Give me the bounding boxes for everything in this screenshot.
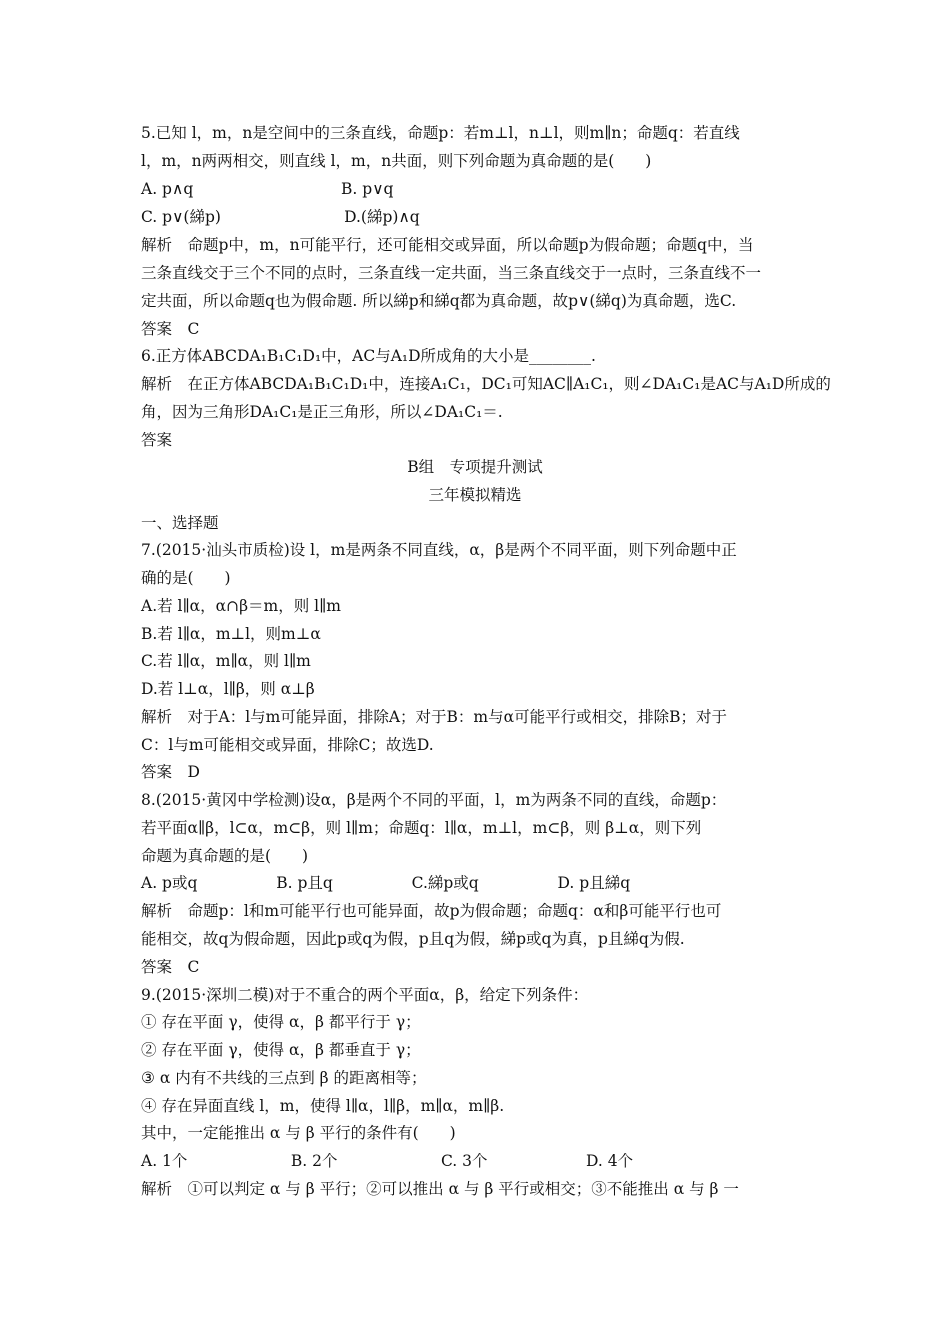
q8-answer: 答案 C xyxy=(141,958,200,976)
q5-analysis-line2: 三条直线交于三个不同的点时，三条直线一定共面，当三条直线交于一点时，三条直线不一 xyxy=(141,264,762,282)
q7-option-d: D.若 l⊥α，l∥β，则 α⊥β xyxy=(141,680,315,698)
q9-condition-2: ② 存在平面 γ，使得 α，β 都垂直于 γ； xyxy=(141,1041,421,1059)
q7-option-b: B.若 l∥α，m⊥l，则m⊥α xyxy=(141,625,321,643)
q7-option-a: A.若 l∥α，α∩β＝m，则 l∥m xyxy=(141,597,341,615)
q5-stem-line1: 5.已知 l，m，n是空间中的三条直线，命题p：若m⊥l，n⊥l，则m∥n；命题q：若直线 xyxy=(141,124,740,142)
q8-analysis-line1: 解析 命题p：l和m可能平行也可能异面，故p为假命题；命题q：α和β可能平行也可 xyxy=(141,902,722,920)
q5-analysis-line1: 解析 命题p中，m，n可能平行，还可能相交或异面，所以命题p为假命题；命题q中，当 xyxy=(141,236,754,254)
q8-analysis-line2: 能相交，故q为假命题，因此p或q为假，p且q为假，綈p或q为真，p且綈q为假. xyxy=(141,930,685,948)
q9-condition-3: ③ α 内有不共线的三点到 β 的距离相等； xyxy=(141,1069,427,1087)
q5-analysis-line3: 定共面，所以命题q也为假命题. 所以綈p和綈q都为真命题，故p∨(綈q)为真命题，选C. xyxy=(141,292,737,310)
part-heading: 一、选择题 xyxy=(141,514,219,532)
q6-stem: 6.正方体ABCDA₁B₁C₁D₁中，AC与A₁D所成角的大小是________. xyxy=(141,347,596,365)
section-heading: B组 专项提升测试 xyxy=(407,458,543,476)
q8-stem-line3: 命题为真命题的是( ) xyxy=(141,847,309,865)
section-subheading: 三年模拟精选 xyxy=(428,486,522,504)
q9-stem: 9.(2015·深圳二模)对于不重合的两个平面α，β，给定下列条件： xyxy=(141,986,589,1004)
q7-analysis-line1: 解析 对于A：l与m可能异面，排除A；对于B：m与α可能平行或相交，排除B；对于 xyxy=(141,708,727,726)
q8-options: A. p或q B. p且q C.綈p或q D. p且綈q xyxy=(141,874,631,892)
q7-analysis-line2: C：l与m可能相交或异面，排除C；故选D. xyxy=(141,736,434,754)
q9-condition-4: ④ 存在异面直线 l，m，使得 l∥α，l∥β，m∥α，m∥β. xyxy=(141,1097,505,1115)
q6-answer: 答案 xyxy=(141,431,173,449)
q9-question: 其中，一定能推出 α 与 β 平行的条件有( ) xyxy=(141,1124,456,1142)
q7-answer: 答案 D xyxy=(141,763,200,781)
q8-stem-line2: 若平面α∥β，l⊂α，m⊂β，则 l∥m；命题q：l∥α，m⊥l，m⊂β，则 β⊥α，则下列 xyxy=(141,819,702,837)
q5-options-ab: A. p∧q B. p∨q xyxy=(141,180,394,198)
q5-stem-line2: l，m，n两两相交，则直线 l，m，n共面，则下列命题为真命题的是( ) xyxy=(141,152,652,170)
q7-option-c: C.若 l∥α，m∥α，则 l∥m xyxy=(141,652,311,670)
q9-condition-1: ① 存在平面 γ，使得 α，β 都平行于 γ； xyxy=(141,1013,421,1031)
q7-stem-line1: 7.(2015·汕头市质检)设 l，m是两条不同直线，α，β是两个不同平面，则下列命题中正 xyxy=(141,541,737,559)
q8-stem-line1: 8.(2015·黄冈中学检测)设α，β是两个不同的平面，l，m为两条不同的直线，命题p： xyxy=(141,791,727,809)
q9-analysis-line1: 解析 ①可以判定 α 与 β 平行；②可以推出 α 与 β 平行或相交；③不能推出 α 与 β 一 xyxy=(141,1180,739,1198)
q7-stem-line2: 确的是( ) xyxy=(141,569,231,587)
q5-answer: 答案 C xyxy=(141,320,200,338)
q9-options: A. 1个 B. 2个 C. 3个 D. 4个 xyxy=(141,1152,634,1170)
q5-options-cd: C. p∨(綈p) D.(綈p)∧q xyxy=(141,208,420,226)
q6-analysis-line1: 解析 在正方体ABCDA₁B₁C₁D₁中，连接A₁C₁，DC₁可知AC∥A₁C₁，则∠DA₁C₁是AC与A₁D所成的 xyxy=(141,375,831,393)
q6-analysis-line2: 角，因为三角形DA₁C₁是正三角形，所以∠DA₁C₁＝. xyxy=(141,403,503,421)
